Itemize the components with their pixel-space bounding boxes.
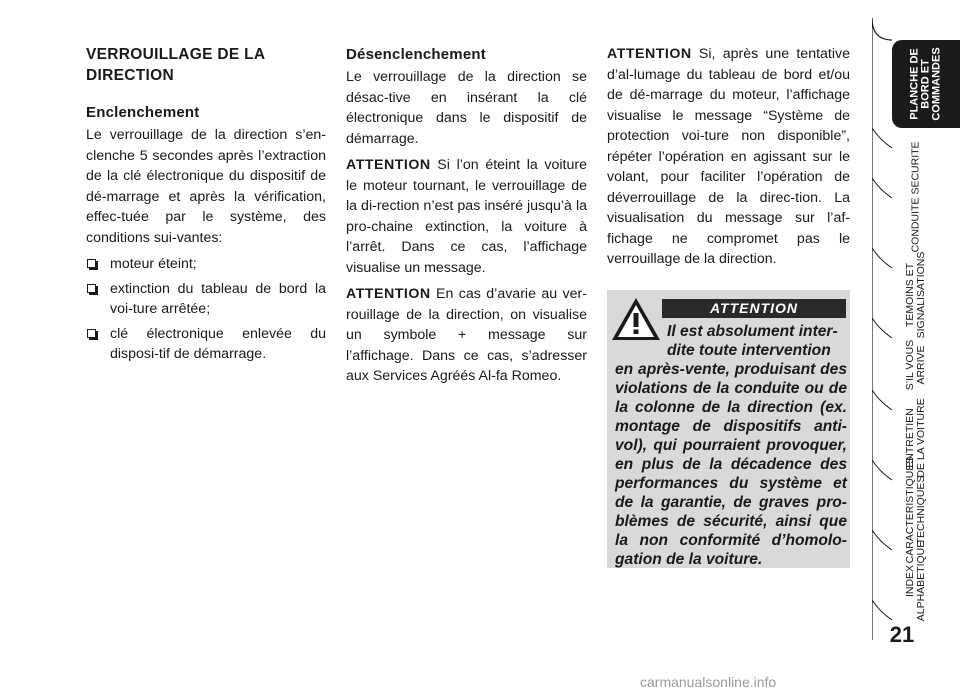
sidebar-item-temoins[interactable] [872,251,960,339]
list-item-text: extinction du tableau de bord la voi-ture arrêtée; [110,280,326,317]
warning-line2: dite toute intervention [667,342,831,359]
column-verrouillage [86,44,326,369]
sidebar-item-conduite[interactable] [872,195,960,255]
sidebar-item-planche-de-bord[interactable] [892,40,960,128]
attention-note-2 [346,284,587,387]
attention-label: ATTENTION [607,46,692,62]
attention-note-3 [607,44,850,270]
subheading-enclenchement: Enclenchement [86,104,200,121]
sidebar-item-label: INDEX ALPHABETIQUE [904,540,927,622]
column-desenclenchement [346,44,587,393]
warning-text [615,322,847,569]
column-attention [607,44,850,276]
watermark: carmanualsonline.info [640,674,777,690]
sidebar-item-sil-vous-arrive[interactable] [872,332,960,398]
section-title-line2: DIRECTION [86,67,174,84]
attention-text: Si, après une tentative d’al-lumage du tableau de bord et/ou de dé-marrage du moteur, l’affichage visualise le message “Système de protection voi-ture non disponible”, répéter l’opération en agissant sur le volant, pour faciliter l’opération de déverrouillage de la direc-tion. La visualisation du message sur l’af-fichage ne compromet pas le verrouillage de la direction. [607,46,850,267]
checkbox-bullet-icon [87,284,96,293]
sidebar-item-label: CARACTERISTIQUES TECHNIQUES [904,456,927,564]
attention-label: ATTENTION [346,286,431,302]
section-title [86,44,326,86]
sidebar-item-label: TEMOINS ET SIGNALISATIONS [904,251,927,339]
checkbox-bullet-icon [87,329,96,338]
list-item [86,254,326,275]
desenclenchement-paragraph: Le verrouillage de la direction se désac-tive en insérant la clé électronique dans le dispositif de démarrage. [346,69,587,147]
list-item [86,324,326,365]
sidebar-item-index[interactable] [872,540,960,622]
sidebar-item-label: PLANCHE DE BORD ET COMMANDES [908,47,943,121]
page-number: 21 [889,622,915,647]
conditions-list [86,254,326,365]
warning-line1: Il est absolument inter- [667,323,838,340]
attention-text: Si l’on éteint la voiture le moteur tournant, le verrouillage de la di-rection n’est pas inséré jusqu’à la pro-chaine extinction, la voiture à l’arrêt. Dans ce cas, l’affichage visualise un message. [346,157,587,276]
sidebar-item-securite[interactable] [872,138,960,198]
sidebar-item-label: S’IL VOUS ARRIVE [904,339,927,391]
warning-header: ATTENTION [662,299,846,318]
list-item-text: clé électronique enlevée du disposi-tif de démarrage. [110,325,326,362]
enclenchement-paragraph: Le verrouillage de la direction s’en-clenche 5 secondes après l’extraction de la clé électronique du dispositif de dé-marrage et après la vérification, effec-tuée par le système, des conditions sui-vantes: [86,127,326,246]
sidebar-item-label: CONDUITE [909,197,922,253]
attention-note-1 [346,155,587,278]
checkbox-bullet-icon [87,259,96,268]
attention-text: En cas d’avarie au ver-rouillage de la direction, on visualise un symbole + message sur l’affichage. Dans ce cas, s’adresser aux Services Agréés Al-fa Romeo. [346,286,587,384]
list-item [86,279,326,320]
attention-label: ATTENTION [346,157,431,173]
warning-body: en après-vente, produisant des violations de la conduite ou de la colonne de la direction (ex. montage de dispositifs anti-vol), qui pourraient provoquer, en plus de la décadence des performances du système et de la garantie, de graves pro-blèmes de sécurité, ainsi que la non conformité d’homolo-gation de la voiture. [615,361,847,568]
sidebar-item-label: SECURITE [909,141,922,195]
subheading-desenclenchement: Désenclenchement [346,46,486,63]
section-title-line1: VERROUILLAGE DE LA [86,46,266,63]
sidebar-item-label: ENTRETIEN DE LA VOITURE [904,398,927,478]
list-item-text: moteur éteint; [110,256,197,272]
chapter-sidebar [872,0,960,692]
sidebar-item-caracteristiques[interactable] [872,456,960,564]
